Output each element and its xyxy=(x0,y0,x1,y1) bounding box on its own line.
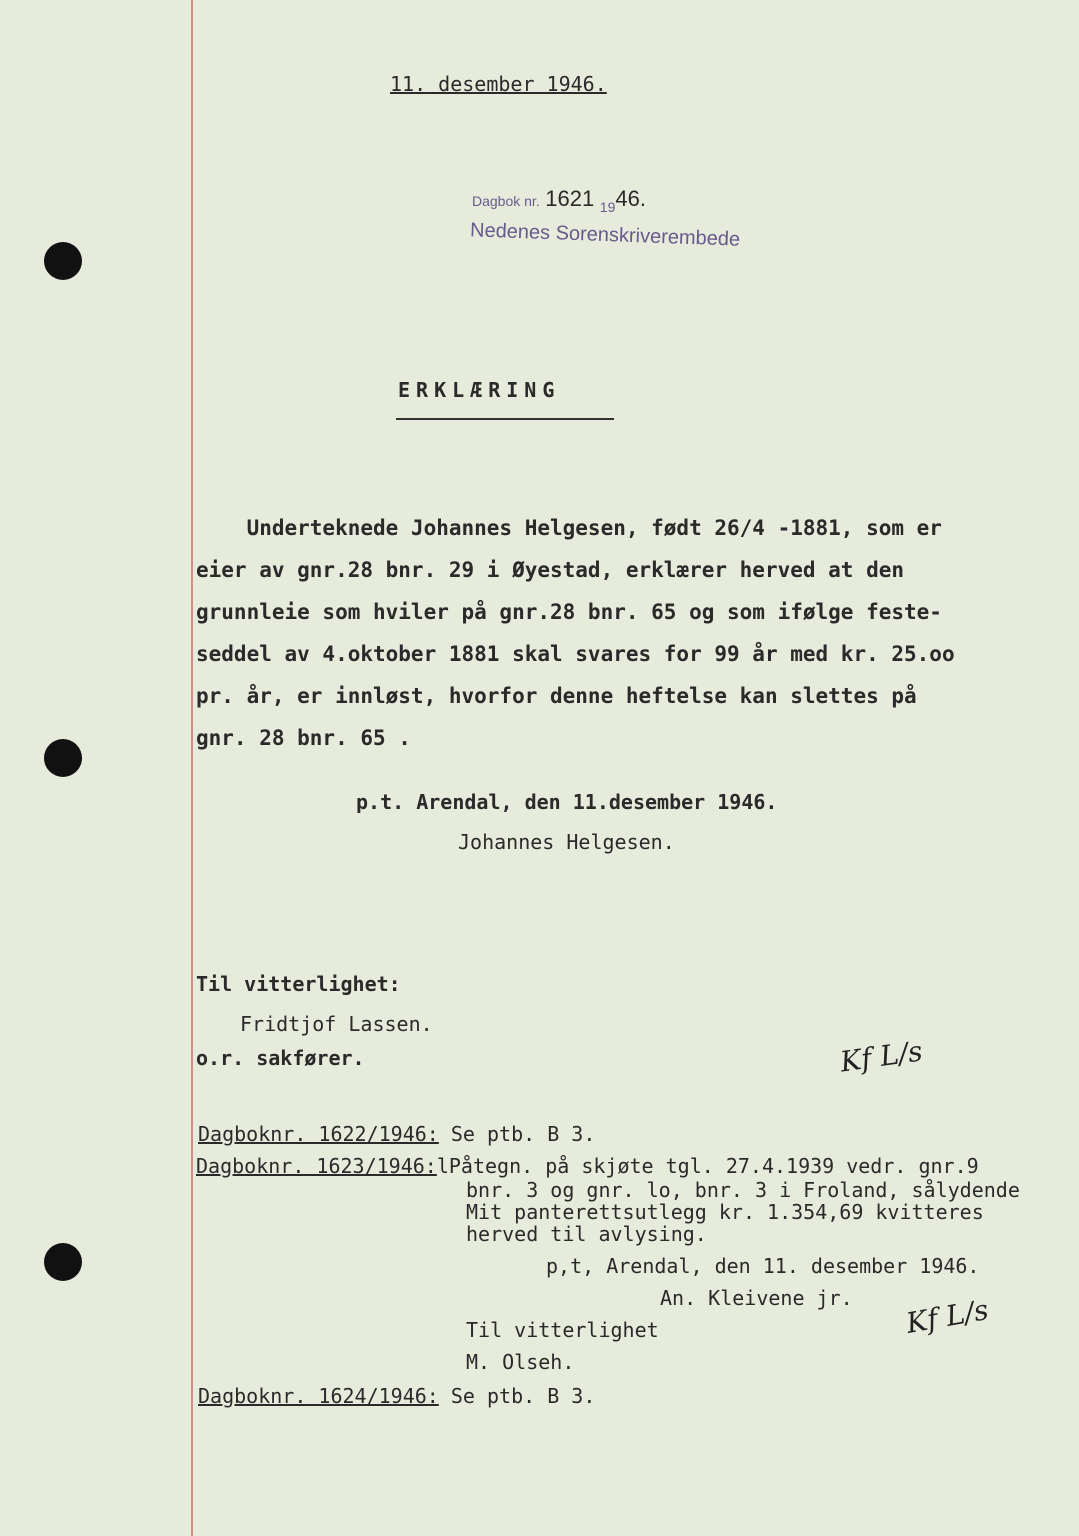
entry-signature: An. Kleivene jr. xyxy=(660,1286,853,1310)
initials-handwritten: Kf L/s xyxy=(838,1034,925,1079)
punch-hole-icon xyxy=(44,242,82,280)
entry-text: Se ptb. B 3. xyxy=(450,1384,596,1408)
body-line: gnr. 28 bnr. 65 . xyxy=(196,726,411,750)
page-date-header: 11. desember 1946. xyxy=(390,72,607,96)
witness-title: o.r. sakfører. xyxy=(196,1046,365,1070)
entry-label: Dagboknr. 1622/1946: xyxy=(198,1122,439,1146)
entry-1624 xyxy=(198,1384,595,1408)
stamp-number: 1621 xyxy=(545,186,595,211)
entry-text-line: Påtegn. på skjøte tgl. 27.4.1939 vedr. gnr.9 xyxy=(448,1154,979,1178)
body-line: Underteknede Johannes Helgesen, født 26/4 -1881, som er xyxy=(196,516,942,540)
entry-witness-heading: Til vitterlighet xyxy=(466,1318,659,1342)
entry-label: Dagboknr. 1624/1946: xyxy=(198,1384,439,1408)
declaration-place-date: p.t. Arendal, den 11.desember 1946. xyxy=(356,790,778,814)
entry-text-line: bnr. 3 og gnr. lo, bnr. 3 i Froland, sålydende xyxy=(466,1178,1020,1202)
entry-1622 xyxy=(198,1122,595,1146)
entry-witness-name: M. Olseh. xyxy=(466,1350,575,1374)
dagbok-stamp xyxy=(472,186,646,215)
body-line: seddel av 4.oktober 1881 skal svares for 99 år med kr. 25.oo xyxy=(196,642,955,666)
body-line: pr. år, er innløst, hvorfor denne heftelse kan slettes på xyxy=(196,684,917,708)
entry-place-date: p,t, Arendal, den 11. desember 1946. xyxy=(546,1254,980,1278)
witness-name: Fridtjof Lassen. xyxy=(240,1012,433,1036)
initials-handwritten: Kf L/s xyxy=(903,1293,991,1340)
body-line: eier av gnr.28 bnr. 29 i Øyestad, erklærer herved at den xyxy=(196,558,905,582)
stamp-year-prefix: 19 xyxy=(599,199,616,215)
entry-label: Dagboknr. 1623/1946: xyxy=(196,1154,437,1178)
entry-text-line: Mit panterettsutlegg kr. 1.354,69 kvitteres xyxy=(466,1200,984,1224)
red-margin-line xyxy=(191,0,193,1536)
declaration-title: ERKLÆRING xyxy=(398,378,561,402)
title-underline xyxy=(396,418,614,420)
witness-heading: Til vitterlighet: xyxy=(196,972,401,996)
entry-marker: l xyxy=(436,1154,449,1178)
punch-hole-icon xyxy=(44,739,82,777)
stamp-year-suffix: 46. xyxy=(615,186,646,211)
office-stamp: Nedenes Sorenskriverembede xyxy=(469,219,741,251)
declaration-signature: Johannes Helgesen. xyxy=(458,830,675,854)
entry-text: Se ptb. B 3. xyxy=(450,1122,596,1146)
body-line: grunnleie som hviler på gnr.28 bnr. 65 og som ifølge feste- xyxy=(196,600,942,624)
entry-1623 xyxy=(196,1154,979,1178)
stamp-label: Dagbok nr. xyxy=(472,193,540,209)
entry-text-line: herved til avlysing. xyxy=(466,1222,707,1246)
punch-hole-icon xyxy=(44,1243,82,1281)
